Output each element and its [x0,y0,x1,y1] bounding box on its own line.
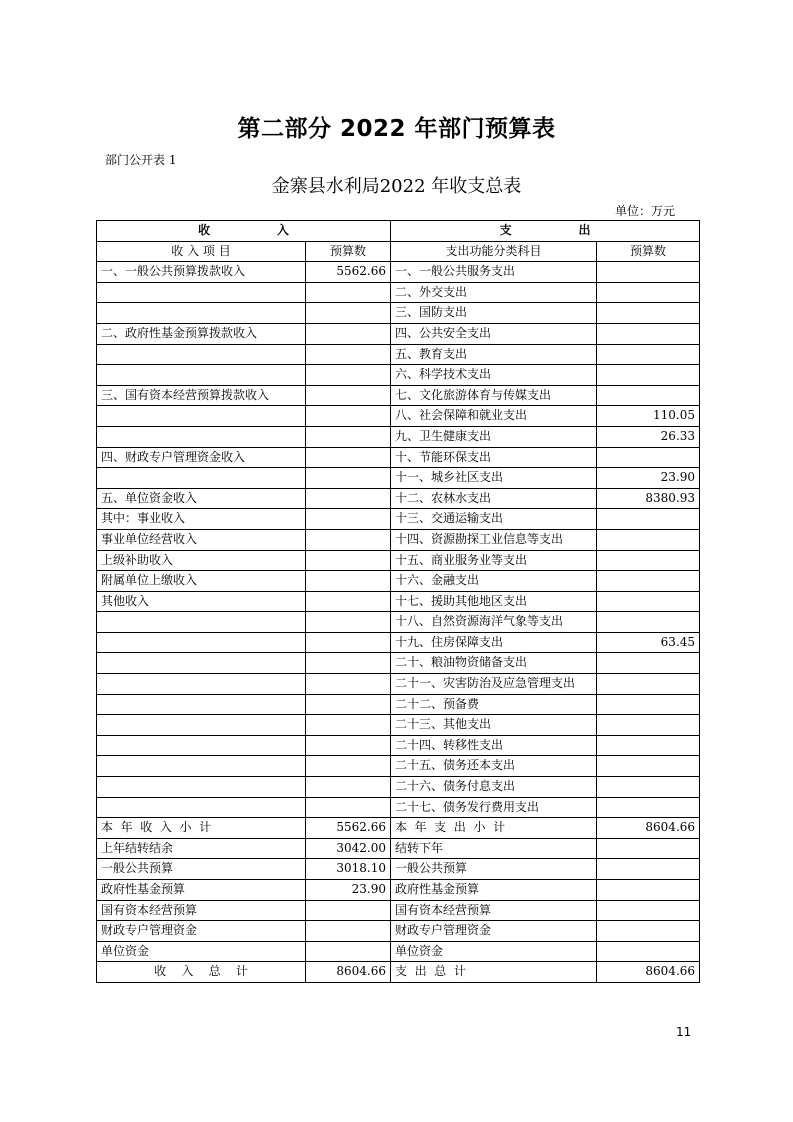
income-value-cell [306,385,391,406]
income-value-cell: 5562.66 [306,262,391,283]
expense-value-cell [597,694,700,715]
table-total [97,962,700,983]
expense-value-cell [597,282,700,303]
expense-value-cell [597,571,700,592]
income-total-label: 收 入 总 计 [97,962,306,983]
expense-total-value: 8604.66 [597,962,700,983]
table-row [97,756,700,777]
table-row [97,365,700,386]
income-item-cell: 政府性基金预算 [97,880,306,901]
expense-value-cell: 110.05 [597,406,700,427]
table-row [97,715,700,736]
expense-value-cell [597,735,700,756]
income-item-cell [97,715,306,736]
income-item-cell [97,365,306,386]
expense-subtotal-label: 本 年 支 出 小 计 [391,818,597,839]
expense-value-cell [597,550,700,571]
table-row [97,941,700,962]
expense-value-cell [597,756,700,777]
expense-group-header [391,221,700,242]
expense-value-cell [597,941,700,962]
expense-item-cell: 二十五、债务还本支出 [391,756,597,777]
income-value-cell [306,632,391,653]
unit-label: 单位：万元 [615,204,676,218]
expense-value-cell [597,674,700,695]
income-value-cell [306,488,391,509]
expense-item-cell: 十七、援助其他地区支出 [391,591,597,612]
income-value-cell [306,282,391,303]
income-item-cell [97,694,306,715]
income-item-cell [97,797,306,818]
table-row [97,797,700,818]
expense-item-cell: 政府性基金预算 [391,880,597,901]
income-item-cell [97,632,306,653]
expense-item-cell: 六、科学技术支出 [391,365,597,386]
income-value-cell [306,797,391,818]
subtotal-row [97,818,700,839]
expense-item-cell: 二十三、其他支出 [391,715,597,736]
income-group-header [97,221,391,242]
expense-value-cell [597,262,700,283]
page-number: 11 [676,1025,692,1039]
expense-total-label: 支 出 总 计 [391,962,597,983]
income-item-cell [97,777,306,798]
income-value-cell [306,735,391,756]
expense-value-cell [597,921,700,942]
income-item-cell: 一般公共预算 [97,859,306,880]
income-item-cell: 四、财政专户管理资金收入 [97,447,306,468]
table-row [97,859,700,880]
table-row [97,612,700,633]
income-value-cell [306,509,391,530]
expense-value-cell [597,715,700,736]
expense-value-cell [597,612,700,633]
expense-value-cell [597,797,700,818]
income-item-cell: 上级补助收入 [97,550,306,571]
expense-item-cell: 十二、农林水支出 [391,488,597,509]
table-row [97,406,700,427]
income-item-cell: 上年结转结余 [97,838,306,859]
col-income-item: 收 入 项 目 [97,241,306,262]
income-value-cell: 23.90 [306,880,391,901]
income-value-cell: 3018.10 [306,859,391,880]
table-row [97,777,700,798]
income-value-cell [306,715,391,736]
income-item-cell: 其中：事业收入 [97,509,306,530]
income-value-cell [306,694,391,715]
income-value-cell [306,571,391,592]
table-title: 金寨县水利局2022 年收支总表 [271,176,522,197]
expense-value-cell [597,880,700,901]
income-group-label: 收 入 [198,223,289,237]
expense-item-cell: 二、外交支出 [391,282,597,303]
expense-value-cell [597,509,700,530]
expense-value-cell [597,591,700,612]
table-row [97,571,700,592]
income-item-cell [97,756,306,777]
expense-item-cell: 二十四、转移性支出 [391,735,597,756]
expense-item-cell: 四、公共安全支出 [391,323,597,344]
expense-item-cell: 国有资本经营预算 [391,900,597,921]
table-row [97,735,700,756]
income-item-cell [97,426,306,447]
income-value-cell [306,426,391,447]
expense-item-cell: 七、文化旅游体育与传媒支出 [391,385,597,406]
expense-value-cell [597,447,700,468]
expense-value-cell: 23.90 [597,468,700,489]
income-item-cell [97,612,306,633]
table-row [97,468,700,489]
income-value-cell [306,529,391,550]
expense-item-cell: 九、卫生健康支出 [391,426,597,447]
income-subtotal-label: 本 年 收 入 小 计 [97,818,306,839]
expense-value-cell [597,303,700,324]
income-value-cell [306,468,391,489]
expense-value-cell [597,900,700,921]
expense-value-cell [597,529,700,550]
expense-value-cell [597,323,700,344]
expense-item-cell: 十一、城乡社区支出 [391,468,597,489]
table-row [97,880,700,901]
expense-item-cell: 结转下年 [391,838,597,859]
income-item-cell: 事业单位经营收入 [97,529,306,550]
income-item-cell [97,674,306,695]
expense-item-cell: 二十、粮油物资储备支出 [391,653,597,674]
form-number: 部门公开表 1 [105,153,177,167]
expense-item-cell: 五、教育支出 [391,344,597,365]
expense-subtotal-value: 8604.66 [597,818,700,839]
income-item-cell [97,653,306,674]
income-item-cell [97,735,306,756]
income-value-cell [306,921,391,942]
income-item-cell: 附属单位上缴收入 [97,571,306,592]
expense-item-cell: 二十七、债务发行费用支出 [391,797,597,818]
expense-value-cell [597,385,700,406]
income-value-cell [306,900,391,921]
income-value-cell [306,447,391,468]
expense-value-cell [597,365,700,386]
budget-summary-table [96,220,700,983]
expense-item-cell: 二十一、灾害防治及应急管理支出 [391,674,597,695]
income-item-cell: 国有资本经营预算 [97,900,306,921]
expense-item-cell: 八、社会保障和就业支出 [391,406,597,427]
table-row [97,632,700,653]
income-item-cell: 财政专户管理资金 [97,921,306,942]
expense-item-cell: 十五、商业服务业等支出 [391,550,597,571]
income-value-cell [306,591,391,612]
table-row [97,653,700,674]
income-value-cell [306,303,391,324]
table-row [97,529,700,550]
expense-item-cell: 十、节能环保支出 [391,447,597,468]
expense-value-cell [597,838,700,859]
expense-item-cell: 十三、交通运输支出 [391,509,597,530]
table-row [97,262,700,283]
expense-item-cell: 一、一般公共服务支出 [391,262,597,283]
income-value-cell [306,550,391,571]
table-row [97,303,700,324]
income-item-cell: 一、一般公共预算拨款收入 [97,262,306,283]
col-expense-budget: 预算数 [597,241,700,262]
expense-item-cell: 十九、住房保障支出 [391,632,597,653]
income-item-cell: 二、政府性基金预算拨款收入 [97,323,306,344]
table-summary [97,818,700,839]
income-item-cell: 三、国有资本经营预算拨款收入 [97,385,306,406]
table-row [97,488,700,509]
col-expense-item: 支出功能分类科目 [391,241,597,262]
income-total-value: 8604.66 [306,962,391,983]
table-row [97,323,700,344]
table-row [97,447,700,468]
income-item-cell [97,282,306,303]
expense-value-cell [597,859,700,880]
total-row [97,962,700,983]
income-value-cell [306,365,391,386]
expense-value-cell: 8380.93 [597,488,700,509]
table-row [97,509,700,530]
income-value-cell [306,612,391,633]
expense-item-cell: 财政专户管理资金 [391,921,597,942]
expense-item-cell: 十八、自然资源海洋气象等支出 [391,612,597,633]
income-item-cell: 其他收入 [97,591,306,612]
expense-item-cell: 单位资金 [391,941,597,962]
expense-value-cell: 26.33 [597,426,700,447]
expense-item-cell: 十四、资源勘探工业信息等支出 [391,529,597,550]
income-value-cell [306,941,391,962]
income-value-cell [306,674,391,695]
expense-group-label: 支 出 [499,223,591,237]
table-row [97,282,700,303]
table-row [97,674,700,695]
income-item-cell [97,303,306,324]
expense-item-cell: 一般公共预算 [391,859,597,880]
table-row [97,385,700,406]
table-extra [97,838,700,962]
income-value-cell [306,653,391,674]
table-row [97,591,700,612]
expense-item-cell: 十六、金融支出 [391,571,597,592]
col-income-budget: 预算数 [306,241,391,262]
expense-value-cell [597,653,700,674]
income-value-cell: 3042.00 [306,838,391,859]
expense-value-cell: 63.45 [597,632,700,653]
column-header-row [97,241,700,262]
expense-value-cell [597,344,700,365]
table-row [97,921,700,942]
income-item-cell [97,406,306,427]
income-item-cell [97,468,306,489]
expense-item-cell: 三、国防支出 [391,303,597,324]
income-value-cell [306,323,391,344]
table-row [97,838,700,859]
income-item-cell: 五、单位资金收入 [97,488,306,509]
table-row [97,344,700,365]
part-title: 第二部分 2022 年部门预算表 [237,116,556,142]
table-row [97,550,700,571]
income-value-cell [306,777,391,798]
expense-value-cell [597,777,700,798]
income-item-cell [97,344,306,365]
income-value-cell [306,406,391,427]
expense-item-cell: 二十二、预备费 [391,694,597,715]
table-row [97,426,700,447]
income-value-cell [306,344,391,365]
income-value-cell [306,756,391,777]
group-header-row [97,221,700,242]
table-row [97,900,700,921]
table-body [97,262,700,818]
income-item-cell: 单位资金 [97,941,306,962]
expense-item-cell: 二十六、债务付息支出 [391,777,597,798]
table-row [97,694,700,715]
income-subtotal-value: 5562.66 [306,818,391,839]
